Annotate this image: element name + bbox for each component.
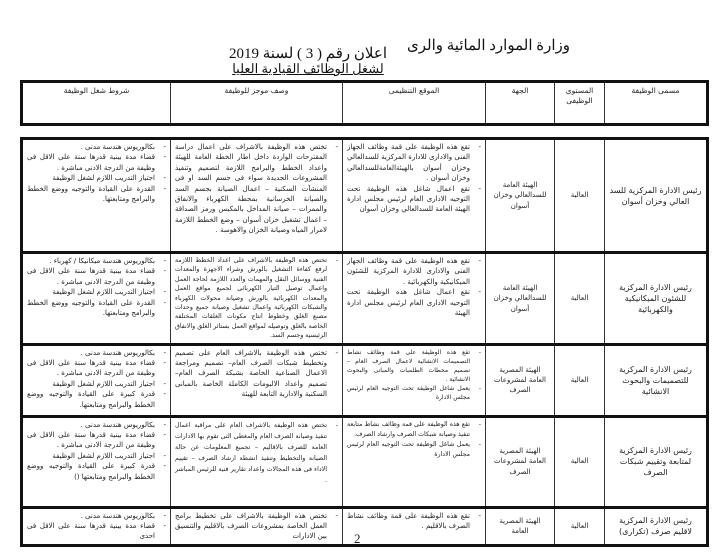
- job-requirements: [22, 507, 171, 545]
- announcement-heading: [228, 46, 388, 76]
- requirement-item: - قدرة كبيرة على القيادة والتوجيه ووضع الخطط والبرامج ومتابعتها (): [27, 461, 166, 482]
- announcement-subtitle: لشغل الوظائف القيادية العليا: [232, 61, 384, 76]
- org-position-item: - تقع هذه الوظيفة على قمة وظائف نشاط الصرف بالاقليم .: [347, 511, 481, 532]
- job-description: [171, 139, 343, 253]
- job-description: [171, 507, 343, 545]
- org-position-item: - تقع هذه الوظيفة على قمة وظائف نشاط التصميمات الانشائية لاعمال الصرف العام – تصميم محطات الطلمبات والمبانى والبحوث الانشائية .: [347, 348, 481, 384]
- column-header-table: [20, 80, 709, 126]
- org-position: [343, 507, 486, 545]
- org-position: [343, 416, 486, 507]
- requirement-item: - بكالوريوس هندسة مدنى .: [27, 348, 166, 358]
- org-position-item: - يعمل شاغل الوظيفة تحت التوجيه العام لرئيس مجلس الادارة: [347, 440, 481, 460]
- job-requirements: [22, 253, 171, 345]
- job-requirements: [22, 344, 171, 416]
- table-row: [22, 253, 708, 345]
- org-position: [343, 139, 486, 253]
- requirement-item: - اجتياز التدريب اللازم لشغل الوظيفة: [27, 287, 166, 297]
- header-level: المستوى الوظيفى: [555, 82, 605, 125]
- job-title: رئيس الادارة المركزية للسد العالي وخزان أسوان: [605, 139, 708, 253]
- job-title: رئيس الادارة المركزية للشئون الميكانيكية والكهربائية: [605, 253, 708, 345]
- jobs-table: [20, 137, 709, 547]
- job-description: [171, 253, 343, 345]
- requirement-item: - بكالوريوس هندسة مدنى .: [27, 420, 166, 430]
- requirement-item: - القدرة على القيادة والتوجيه ووضع الخطط والبرامج ومتابعتها.: [27, 298, 166, 319]
- job-level: العالية: [555, 253, 605, 345]
- table-row: [22, 416, 708, 507]
- requirement-item: - اجتياز التدريب اللازم لشغل الوظيفة: [27, 379, 166, 389]
- requirement-item: - بكالوريوس هندسة مدنى .: [27, 511, 166, 521]
- org-position-item: - تقع هذه الوظيفة على قمة وظائف الجهاز الفنى والادارى للادارة المركزية للشئون الميكانيكية والكهربائية .: [347, 256, 481, 287]
- description-text: - تختص هذه الوظيفة بالاشراف على اعداد الخطط اللازمة لرفع كفاءة التشغيل بالورش وشراء الاجهزة والمعدات الفنية ووسائل النقل والمهمات والعدد اللازمة لحاجة العمل واعمال توصيل التيار الكهربائى لجميع مواقع العمل والمعدات الكهربائية بالورش وصيانة محولات الكهرباء والشبكات الكهربائية واعمال تشغيل وصيانة جميع وحدات مصنع الغلق وخطوط انتاج مكونات الغلقات المختلفة الخاصة بالغلق وتوصيله لمواقع العمل بستائر الغلق والانفاق الرئيسية وجسم السد.: [175, 256, 338, 341]
- requirement-item: - قدرة كبيرة على القيادة والتوجيه ووضع الخطط والبرامج ومتابعتها.: [27, 389, 166, 410]
- description-text: - تختص هذه الوظيفة بالاشراف العام على مراقبة اعمال تنفيذ وصيانة الصرف العام والمغطى التى تقوم بها الادارات العامة للصرف بالاقاليم – تجميع المعلومات عن حالة الصيانة والتخطيط وتنفيذ انشطة ارشاد الصرف – تقييم الاداء فى هذه المجالات واعداد تقارير فنية للرئيس المباشر .: [175, 420, 338, 486]
- header-org-position: الموقع التنظيمى: [343, 82, 486, 125]
- org-position-item: - تقع اعمال شاغل هذه الوظيفة تحت التوجيه الادارى العام لرئيس مجلس ادارة الهيئة: [347, 287, 481, 318]
- table-row: [22, 139, 708, 253]
- job-description: [171, 416, 343, 507]
- job-title: رئيس الادارة المركزية لاقليم صرف (تكرارى): [605, 507, 708, 545]
- requirement-item: - قضاء مدة بينية قدرها سنة على الاقل فى وظيفة من الدرجة الادنى مباشرة .: [27, 430, 166, 451]
- org-position: [343, 344, 486, 416]
- requirement-item: - بكالوريوس هندسة مدنى .: [27, 142, 166, 152]
- header-description: وصف موجز للوظيفة: [171, 82, 343, 125]
- org-position-item: - تقع هذه الوظيفة على قمة وظائف الجهاز الفنى والادارى للادارة المركزية للسدالعالي وخزان أسوان بالهيئةالعامةللسدالعالي وخزان أسوان .: [347, 142, 481, 184]
- table-row: [22, 507, 708, 545]
- header-job-title: مسمى الوظيفة: [605, 82, 708, 125]
- org-position: [343, 253, 486, 345]
- job-entity: الهيئة العامة للسدالعالي وخزان أسوان: [486, 139, 555, 253]
- job-description: [171, 344, 343, 416]
- ministry-name: وزارة الموارد المائية والرى: [407, 38, 570, 54]
- requirement-item: - بكالوريوس هندسة ميكانيكا / كهرباء .: [27, 256, 166, 266]
- table-row: [22, 344, 708, 416]
- job-title: رئيس الادارة المركزية لمتابعة وتقييم شبكات الصرف: [605, 416, 708, 507]
- job-requirements: [22, 416, 171, 507]
- org-position-item: - يعمل شاغل الوظيفة تحت التوجيه العام لرئيس مجلس الادارة: [347, 384, 481, 402]
- description-text: - تختص هذه الوظيفة بالاشراف على تخطيط برامج العمل الخاصة بمشروعات الصرف بالاقليم والتنسيق بين الادارات: [175, 511, 338, 542]
- description-text: - تختص هذه الوظيفة بالاشراف على اعمال دراسة المقترحات الواردة داخل اطار الخطة العامة للهيئة واعداد الخطط والبرامج اللازمة لتصميم وتنفيذ المشروعات الجديدة سواء فى جسم السد او فى المنشآت السكنية – اعمال الصيانة بجسم السد والصيانة الخرسانية بمحطة الكهرباء والانفاق والممرات – صيانة المداخل بالمكبس ورمز الصداقة – اعمال تشغيل خزان أسوان – وضع الخطط اللازمة لامرار المياه وصيانة الخزان والاهوسة .: [175, 142, 338, 236]
- job-entity: الهيئة المصرية العامة: [486, 507, 555, 545]
- job-title: رئيس الادارة المركزية للتصميمات والبحوث الانشائية: [605, 344, 708, 416]
- job-level: العالية: [555, 416, 605, 507]
- requirement-item: - قضاء مدة بينية قدرها سنة على الاقل فى احدى: [27, 521, 166, 542]
- job-entity: الهيئة المصرية العامة لمشروعات الصرف: [486, 416, 555, 507]
- org-position-item: - تقع هذه الوظيفة على قمة وظائف نشاط متابعة تنفيذ وصيانة شبكات الصرف وارشاد الصرف.: [347, 420, 481, 440]
- job-level: العالية: [555, 344, 605, 416]
- description-text: - تختص هذه الوظيفة بالاشراف العام على تصميم وتخطيط شبكات الصرف العام– تصميم ومراجعة الاعمال الصناعية الخاصة بشبكة الصرف العام– تصميم واعداد الالبومات الكاملة الخاصة بالمبانى السكنية والادارية التابعة للهيئة: [175, 348, 338, 400]
- requirement-item: - قضاء مدة بينية قدرها سنة على الاقل فى وظيفة من الدرجة الادنى مباشرة .: [27, 358, 166, 379]
- job-entity: الهيئة العامة للسدالعالي وخزان أسوان: [486, 253, 555, 345]
- job-level: العالية: [555, 507, 605, 545]
- requirement-item: - قضاء مدة بينية قدرها سنة على الاقل فى وظيفة من الدرجة الادنى مباشرة .: [27, 266, 166, 287]
- requirement-item: - القدرة على القيادة والتوجيه ووضع الخطط والبرامج ومتابعتها.: [27, 184, 166, 205]
- requirement-item: - قضاء مدة بينية قدرها سنة على الاقل فى وظيفة من الدرجة الادنى مباشرة .: [27, 152, 166, 173]
- requirement-item: - اجتياز التدريب اللازم لشغل الوظيفة: [27, 173, 166, 183]
- requirement-item: - اجتياز التدريب اللازم لشغل الوظيفة: [27, 451, 166, 461]
- header-requirements: شروط شغل الوظيفة: [22, 82, 171, 125]
- announcement-number: اعلان رقم ( 3 ) لسنة 2019: [229, 46, 387, 62]
- page-number: 2: [354, 531, 361, 546]
- header-entity: الجهة: [486, 82, 555, 125]
- job-requirements: [22, 139, 171, 253]
- job-entity: الهيئة المصرية العامة لمشروعات الصرف: [486, 344, 555, 416]
- job-level: العالية: [555, 139, 605, 253]
- org-position-item: - تقع اعمال شاغل هذه الوظيفة تحت التوجيه الادارى العام لرئيس مجلس ادارة الهيئة العامة للسدالعالي وخزان أسوان: [347, 184, 481, 215]
